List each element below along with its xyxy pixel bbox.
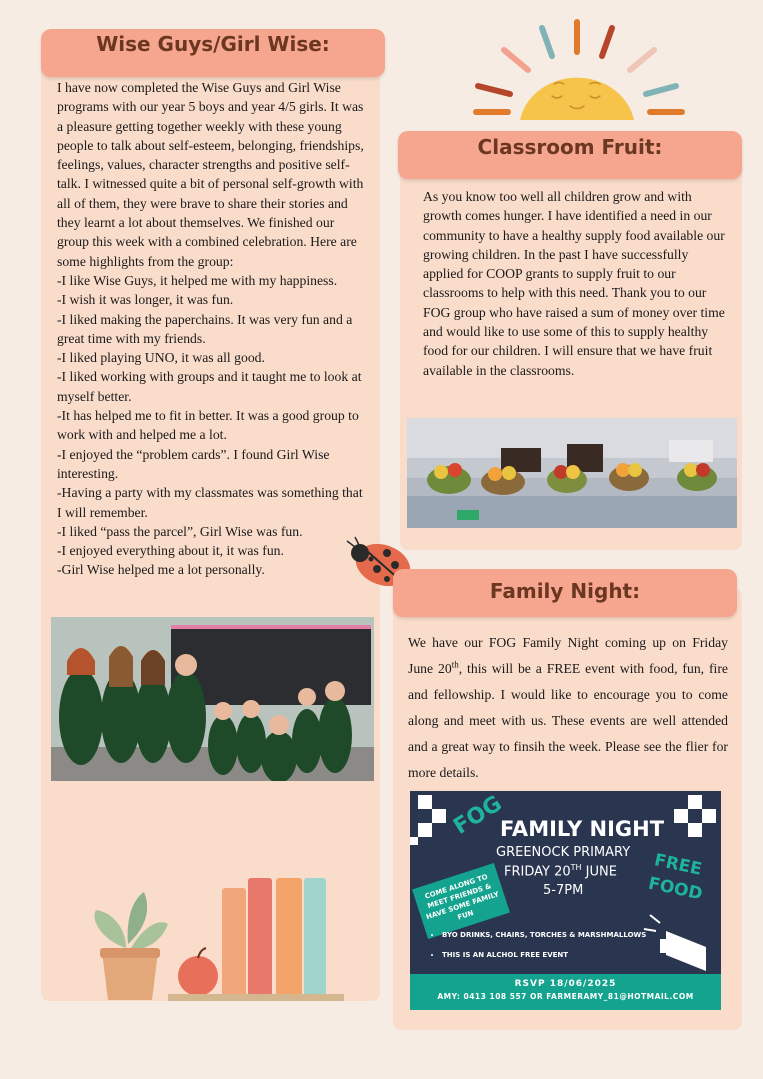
flyer-bullet-list [430,925,672,965]
highlight-item: -Having a party with my classmates was something that I will remember. [57,485,363,520]
family-night-text-start: We have our FOG Family Night coming up on Friday June 20 [408,635,728,676]
bookshelf-illustration [82,870,352,1005]
date-suffix: th [451,659,459,670]
classroom-fruit-text: As you know too well all children grow and with growth comes hunger. I have identified a need in our community to have a healthy supply food available our growing children. In the past I have successfully applied for COOP grants to supply fruit to our classrooms to help with this need. Thank you to our FOG group who have raised a sum of money over time and would like to use some of this to supply healthy food for our children. I will ensure that we have fruit available in the classrooms. [423,189,725,378]
highlight-item: -Girl Wise helped me a lot personally. [57,562,265,578]
flyer-school: GREENOCK PRIMARY [496,845,631,860]
group-photo [51,617,374,781]
highlight-item: -I liked working with groups and it taught me to look at myself better. [57,369,362,404]
flyer-date-start: FRIDAY 20 [504,864,571,880]
wise-guys-intro: I have now completed the Wise Guys and Girl Wise programs with our year 5 boys and year 4/5 girls. It was a pleasure getting together weekly with these young people to talk about self-esteem, belonging, friendships, feelings, values, character strengths and positive self-talk. I witnessed quite a bit of personal self-growth with all of them, they were brave to share their stories and they learnt a lot about themselves. We finished our group this week with a combined celebration. Here are some highlights from the group: [57,80,364,269]
flyer-bullet: • THIS IS AN ALCHOL FREE EVENT [442,945,672,965]
flyer-title: FAMILY NIGHT [500,817,665,841]
flyer-fog-label: FOG [449,791,507,840]
highlight-item: -I liked “pass the parcel”, Girl Wise was fun. [57,523,303,539]
classroom-fruit-heading: Classroom Fruit: [398,131,742,179]
family-night-text-end: , this will be a FREE event with food, fun, fire and fellowship. I would like to encourage you to come along and meet with us. These events are well attended and a great way to finsih the week. Please see the flier for more details. [408,661,728,780]
highlight-item: -I wish it was longer, it was fun. [57,292,234,308]
wise-guys-heading: Wise Guys/Girl Wise: [41,29,385,77]
flyer-invite-badge: COME ALONG TO MEET FRIENDS & HAVE SOME FAMILY FUN [412,863,510,939]
family-night-flyer [410,791,721,1010]
flyer-bullet: • BYO DRINKS, CHAIRS, TORCHES & MARSHMALLOWS [442,925,672,945]
flyer-rsvp-bar [410,974,721,1010]
flyer-rsvp: RSVP 18/06/2025 [514,979,617,989]
flyer-food-label: FOOD [646,873,705,905]
highlight-item: -I enjoyed everything about it, it was fun. [57,543,284,559]
highlight-item: -I liked playing UNO, it was all good. [57,350,265,366]
highlight-item: -I enjoyed the “problem cards”. I found Girl Wise interesting. [57,446,330,481]
highlight-item: -I like Wise Guys, it helped me with my happiness. [57,272,338,288]
flyer-free-label: FREE [652,850,704,880]
fruit-photo [407,418,737,528]
family-night-heading: Family Night: [393,569,737,617]
flyer-time: 5-7PM [543,883,584,898]
flyer-date [504,863,617,879]
flyer-date-suffix: TH [570,863,582,872]
family-night-text [408,630,728,786]
sun-illustration [470,14,690,126]
highlight-item: -It has helped me to fit in better. It was a good group to work with and helped me a lot. [57,408,359,443]
highlight-item: -I liked making the paperchains. It was very fun and a great time with my friends. [57,311,353,346]
flyer-date-end: JUNE [581,864,617,880]
flyer-contact: AMY: 0413 108 557 OR FARMERAMY_81@HOTMAIL.COM [437,992,694,1001]
wise-guys-text [57,78,369,580]
